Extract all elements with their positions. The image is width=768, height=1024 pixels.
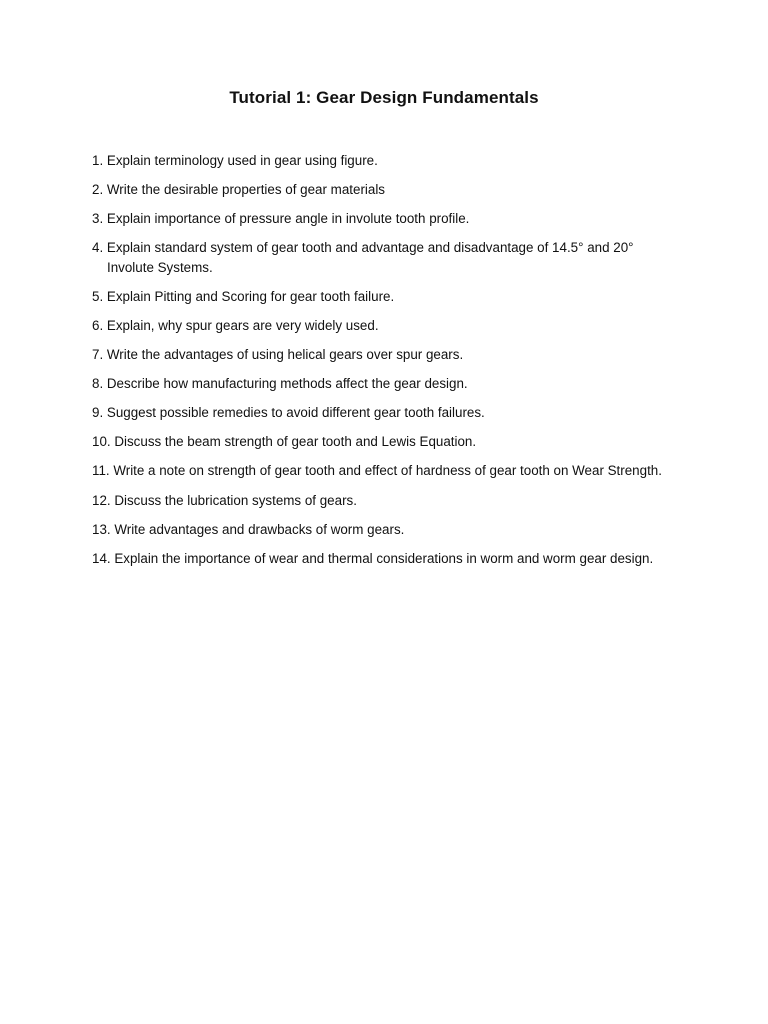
question-item-3: 3. Explain importance of pressure angle in involute tooth profile. xyxy=(92,211,470,227)
question-item-5: 5. Explain Pitting and Scoring for gear tooth failure. xyxy=(92,288,395,304)
question-item-9: 9. Suggest possible remedies to avoid different gear tooth failures. xyxy=(92,405,485,421)
question-item-2: 2. Write the desirable properties of gear materials xyxy=(92,182,385,198)
question-item-12: 12. Discuss the lubrication systems of gears. xyxy=(92,492,357,508)
question-item-8: 8. Describe how manufacturing methods affect the gear design. xyxy=(92,376,468,392)
question-item-13: 13. Write advantages and drawbacks of worm gears. xyxy=(92,521,405,537)
question-item-6: 6. Explain, why spur gears are very widely used. xyxy=(92,317,379,333)
question-item-7: 7. Write the advantages of using helical gears over spur gears. xyxy=(92,347,464,363)
question-item-1: 1. Explain terminology used in gear using figure. xyxy=(92,153,378,168)
question-item-14: 14. Explain the importance of wear and thermal considerations in worm and worm gear design. xyxy=(92,550,654,566)
question-item-11: 11. Write a note on strength of gear tooth and effect of hardness of gear tooth on Wear Strength. xyxy=(92,463,662,479)
question-list xyxy=(92,151,672,578)
question-item-10: 10. Discuss the beam strength of gear tooth and Lewis Equation. xyxy=(92,434,477,450)
document-title: Tutorial 1: Gear Design Fundamentals xyxy=(229,88,539,107)
question-item-4: 4. Explain standard system of gear tooth and advantage and disadvantage of 14.5° and 20° Involute Systems. xyxy=(92,240,634,275)
